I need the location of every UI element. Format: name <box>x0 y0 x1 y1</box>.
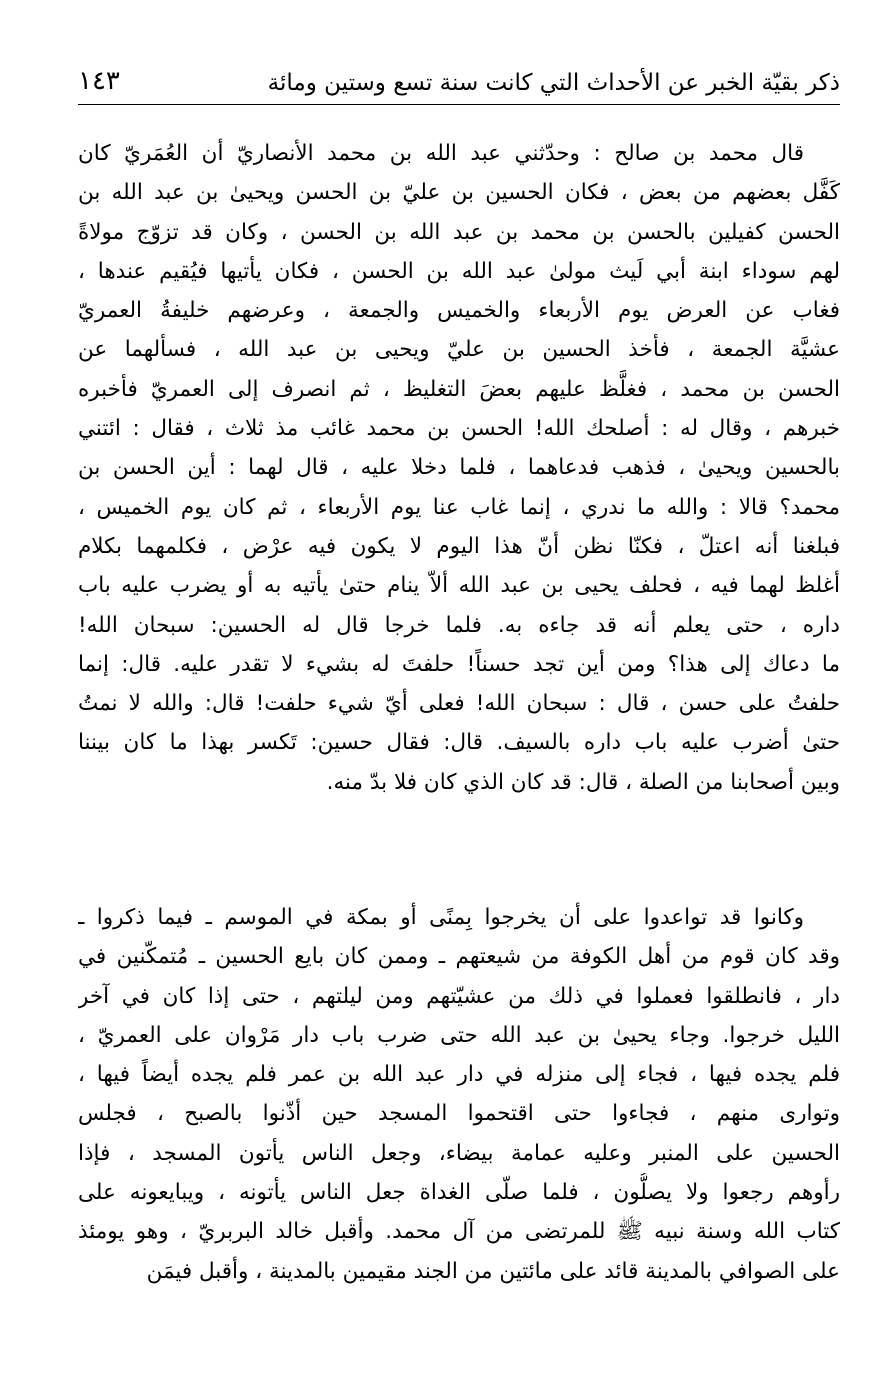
paragraph-1 <box>78 134 840 802</box>
paragraph-2 <box>78 898 840 1291</box>
running-header <box>78 62 840 105</box>
text-line: دار ، فانطلقوا فعملوا في ذلك من عشيّتهم ومن ليلتهم ، حتى إذا كان في آخر <box>78 983 840 1009</box>
text-line: حلفتُ على حسن ، قال : سبحان الله! فعلى أيّ شيء حلفت! قال: والله لا نمتُ <box>78 691 840 717</box>
text-line: فلم يجده فيها ، فجاء إلى منزله في دار عبد الله بن عمر فلم يجده أيضاً فيها ، <box>78 1062 840 1088</box>
text-line: الحسين على المنبر وعليه عمامة بيضاء، وجعل الناس يأتون المسجد ، فإذا <box>78 1140 840 1166</box>
text-line: قال محمد بن صالح : وحدّثني عبد الله بن محمد الأنصاريّ أن العُمَريّ كان <box>78 141 804 166</box>
text-line: ما دعاك إلى هذا؟ ومن أين تجد حسناً! حلفتَ له بشيء لا تقدر عليه. قال: إنما <box>78 651 840 677</box>
running-header-title: ذكر بقيّة الخبر عن الأحداث التي كانت سنة تسع وستين ومائة <box>267 70 840 96</box>
text-line: فغاب عن العرض يوم الأربعاء والخميس والجمعة ، وعرضهم خليفةُ العمريّ <box>78 298 840 324</box>
text-line: حتىٰ أضرب عليه باب داره بالسيف. قال: فقال حسين: تَكسر بهذا ما كان بيننا <box>78 730 840 756</box>
page-number: ١٤٣ <box>78 66 120 96</box>
text-line: رأوهم رجعوا ولا يصلُّون ، فلما صلّى الغداة جعل الناس يأتونه ، ويبايعونه على <box>78 1180 840 1206</box>
text-line: محمد؟ قالا : والله ما ندري ، إنما غاب عنا يوم الأربعاء ، ثم كان يوم الخميس ، <box>78 494 840 520</box>
text-line: فبلغنا أنه اعتلّ ، فكنّا نظن أنّ هذا اليوم لا يكون فيه عرْض ، فكلمهما بكلام <box>78 533 840 559</box>
text-line: وكانوا قد تواعدوا على أن يخرجوا بِمنًى أو بمكة في الموسم ـ فيما ذكروا ـ <box>78 905 804 930</box>
text-line: أغلظ لهما فيه ، فحلف يحيى بن عبد الله ألاّ ينام حتىٰ يأتيه به أو يضرب عليه باب <box>78 573 840 599</box>
text-line: كتاب الله وسنة نبيه ﷺ للمرتضى من آل محمد. وأقبل خالد البربريّ ، وهو يومئذ <box>78 1219 840 1245</box>
text-line: الحسن بن محمد ، فغلَّظ عليهم بعضَ التغليظ ، ثم انصرف إلى العمريّ فأخبره <box>78 376 840 402</box>
text-line: داره ، حتى يعلم أنه قد جاءه به. فلما خرجا قال له الحسين: سبحان الله! <box>78 612 840 638</box>
text-line: وبين أصحابنا من الصلة ، قال: قد كان الذي كان فلا بدّ منه. <box>326 769 840 795</box>
text-line: بالحسين ويحيىٰ ، فذهب فدعاهما ، فلما دخلا عليه ، قال لهما : أين الحسن بن <box>78 455 840 481</box>
text-line: وقد كان قوم من أهل الكوفة من شيعتهم ـ وممن كان بايع الحسين ـ مُتمكّنين في <box>78 944 840 970</box>
text-line: الليل خرجوا. وجاء يحيىٰ بن عبد الله حتى ضرب باب دار مَرْوان على العمريّ ، <box>78 1022 840 1048</box>
text-line: على الصوافي بالمدينة قائد على مائتين من الجند مقيمين بالمدينة ، وأقبل فيمَن <box>146 1258 840 1284</box>
text-line: لهم سوداء ابنة أبي لَيث مولىٰ عبد الله بن الحسن ، فكان يأتيها فيُقيم عندها ، <box>78 258 840 284</box>
text-line: كَفَّل بعضهم من بعض ، فكان الحسين بن عليّ بن الحسن ويحيىٰ بن عبد الله بن <box>78 180 840 206</box>
text-line: عشيَّة الجمعة ، فأخذ الحسين بن عليّ ويحيى بن عبد الله ، فسألهما عن <box>78 337 840 363</box>
text-line: وتوارى منهم ، فجاءوا حتى اقتحموا المسجد حين أذّنوا بالصبح ، فجلس <box>78 1101 840 1127</box>
text-line: خبرهم ، وقال له : أصلحك الله! الحسن بن محمد غائب مذ ثلاث ، فقال : ائتني <box>78 416 840 442</box>
text-line: الحسن كفيلين بالحسن بن محمد بن عبد الله بن الحسن ، وكان قد تزوّج مولاةً <box>78 219 840 245</box>
